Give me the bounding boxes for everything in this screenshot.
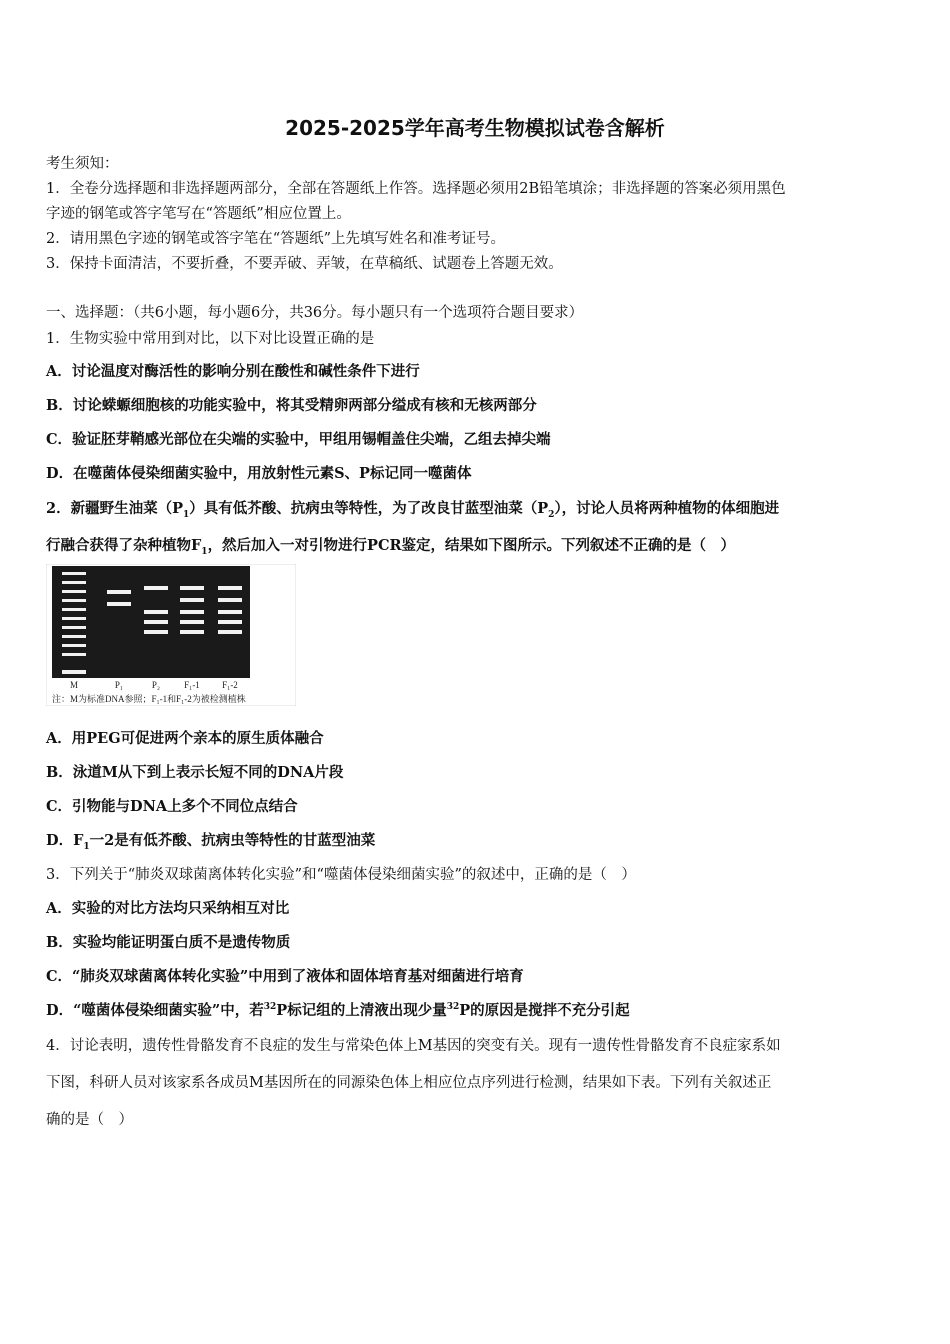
q1-stem: 1．生物实验中常用到对比，以下对比设置正确的是	[46, 331, 375, 347]
q2-option-b: B．泳道M从下到上表示长短不同的DNA片段	[46, 764, 344, 781]
gel-note: 注：M为标准DNA参照；F₁-1和F₁-2为被检测植株	[52, 694, 246, 704]
q2-option-c: C．引物能与DNA上多个不同位点结合	[46, 798, 298, 815]
q2-option-d: D．$F_1$一2是有低芥酸、抗病虫等特性的甘蓝型油菜	[46, 832, 376, 852]
notice-heading: 考生须知：	[46, 156, 119, 172]
q4-stem-line3: 确的是（ ）	[46, 1112, 133, 1128]
lane-label-f1-1: F₁-1	[184, 680, 200, 690]
section-heading: 一、选择题：（共6小题，每小题6分，共36分。每小题只有一个选项符合题目要求）	[46, 305, 584, 321]
q2-stem-line2: 行融合获得了杂种植物$F_1$，然后加入一对引物进行PCR鉴定，结果如下图所示。下列叙述不正确的是（ ）	[46, 537, 736, 557]
q3-option-b: B．实验均能证明蛋白质不是遗传物质	[46, 934, 291, 951]
lane-label-p2: P₂	[151, 680, 161, 690]
q2-option-a: A．用PEG可促进两个亲本的原生质体融合	[46, 730, 324, 747]
lane-label-p1: P₁	[114, 680, 124, 690]
q4-stem-line1: 4．讨论表明，遗传性骨骼发育不良症的发生与常染色体上M基因的突变有关。现有一遗传性骨骼发育不良症家系如	[46, 1038, 781, 1054]
page-title: 2025-2025学年高考生物模拟试卷含解析	[285, 116, 665, 140]
q1-option-c: C．验证胚芽鞘感光部位在尖端的实验中，甲组用锡帽盖住尖端，乙组去掉尖端	[46, 431, 551, 448]
q1-option-d: D．在噬菌体侵染细菌实验中，用放射性元素S、P标记同一噬菌体	[46, 465, 472, 482]
lane-label-m: M	[69, 680, 79, 690]
q2-stem-line1: 2．新疆野生油菜$(P_1)$具有低芥酸、抗病虫等特性，为了改良甘蓝型油菜$(P_2)$，讨论人员将两种植物的体细胞进	[46, 500, 780, 520]
q4-stem-line2: 下图，科研人员对该家系各成员M基因所在的同源染色体上相应位点序列进行检测，结果如下表。下列有关叙述正	[46, 1075, 772, 1091]
notice-item-1: 1．全卷分选择题和非选择题两部分，全部在答题纸上作答。选择题必须用2B铅笔填涂；非选择题的答案必须用黑色	[46, 181, 786, 197]
notice-item-1-cont: 字迹的钢笔或答字笔写在“答题纸”相应位置上。	[46, 206, 351, 222]
q3-option-d: D．“噬菌体侵染细菌实验”中，若$^{32}$P标记组的上清液出现少量$^{32}$P的原因是搅拌不充分引起	[46, 1002, 630, 1019]
notice-item-2: 2．请用黑色字迹的钢笔或答字笔在“答题纸”上先填写姓名和准考证号。	[46, 231, 506, 247]
q1-option-b: B．讨论蝾螈细胞核的功能实验中，将其受精卵两部分缢成有核和无核两部分	[46, 397, 537, 414]
q1-option-a: A．讨论温度对酶活性的影响分别在酸性和碱性条件下进行	[46, 363, 420, 380]
pcr-gel-figure	[46, 564, 296, 706]
q3-option-c: C．“肺炎双球菌离体转化实验”中用到了液体和固体培育基对细菌进行培育	[46, 968, 524, 985]
q3-option-a: A．实验的对比方法均只采纳相互对比	[46, 900, 290, 917]
lane-label-f1-2: F₁-2	[222, 680, 238, 690]
q3-stem: 3．下列关于“肺炎双球菌离体转化实验”和“噬菌体侵染细菌实验”的叙述中，正确的是（ ）	[46, 867, 636, 883]
notice-item-3: 3．保持卡面清洁，不要折叠，不要弄破、弄皱，在草稿纸、试题卷上答题无效。	[46, 256, 563, 272]
